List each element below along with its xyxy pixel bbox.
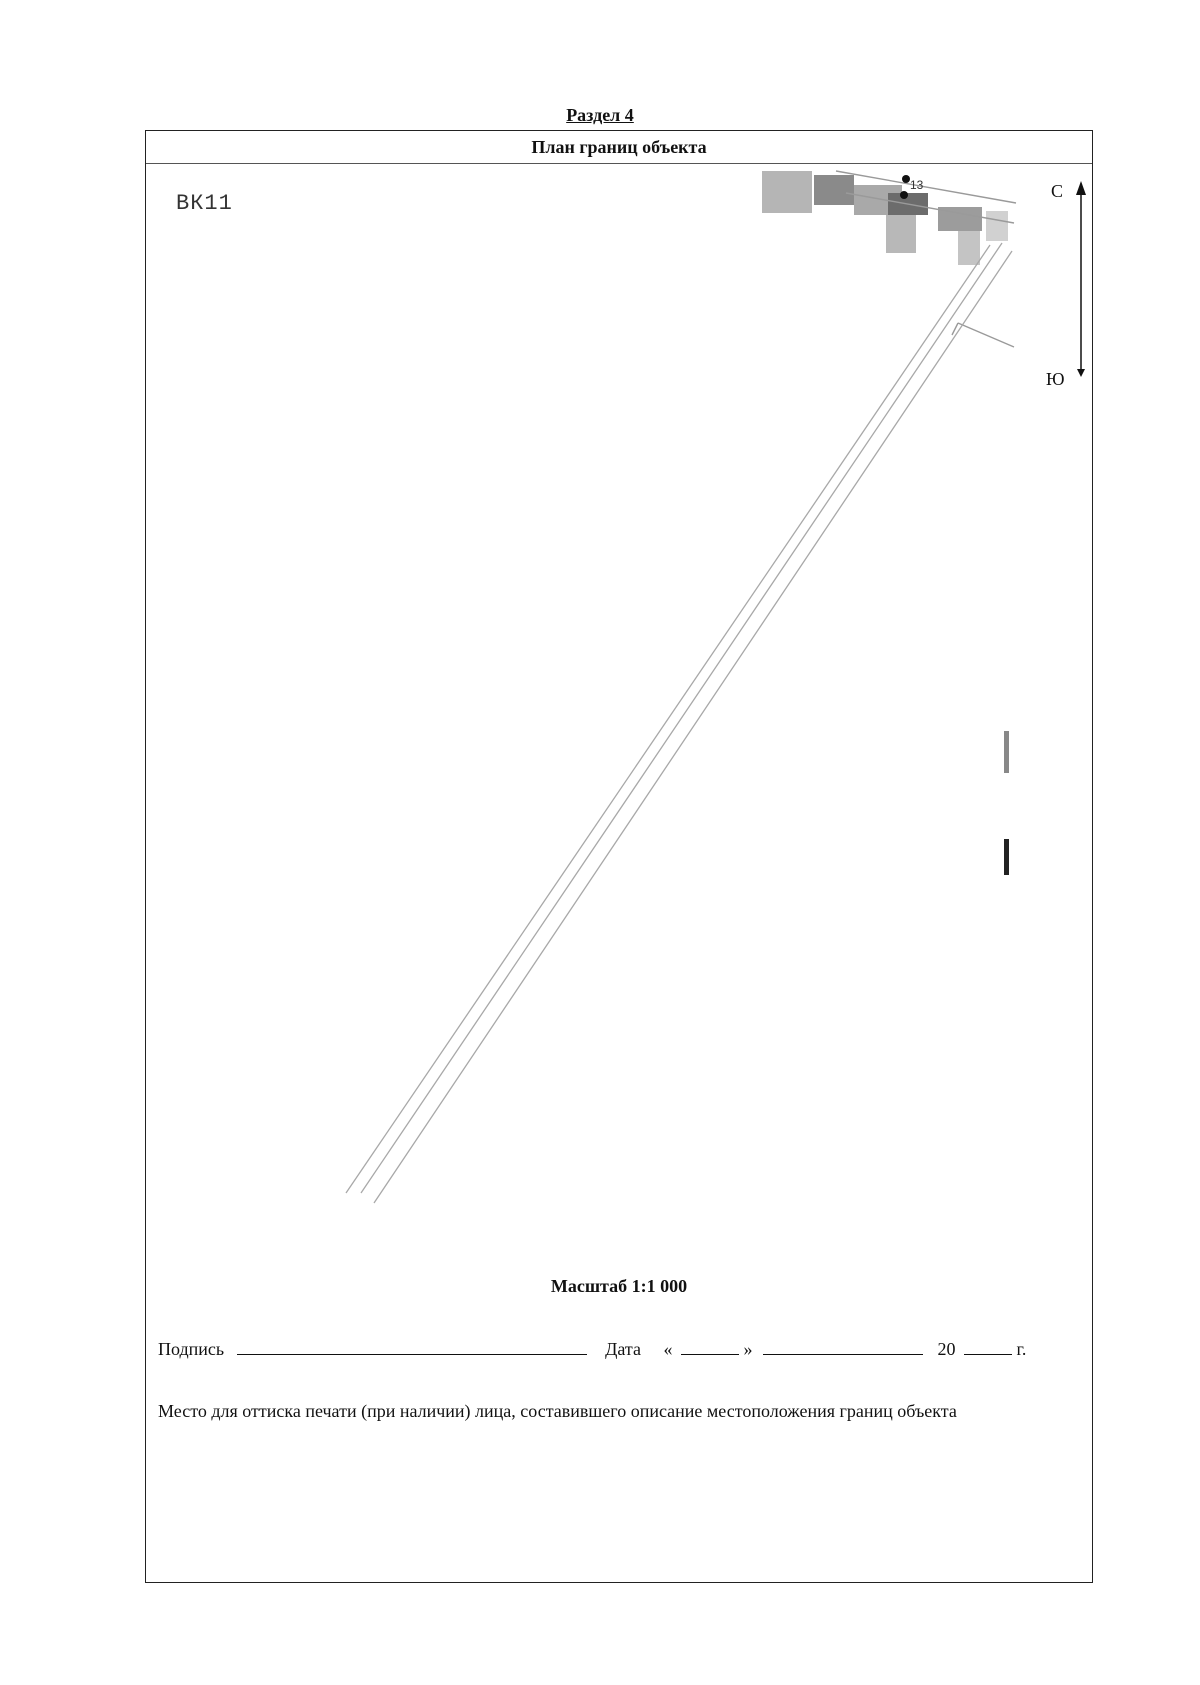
date-day-field[interactable] bbox=[681, 1336, 739, 1355]
date-month-field[interactable] bbox=[763, 1336, 923, 1355]
south-label: Ю bbox=[1046, 369, 1065, 389]
scale-label: Масштаб 1:1 000 bbox=[550, 1276, 688, 1296]
section-title: Раздел 4 bbox=[566, 105, 634, 125]
boundary-strip bbox=[346, 243, 1012, 1203]
edge-mark bbox=[1004, 731, 1009, 773]
year-prefix: 20 bbox=[937, 1339, 956, 1359]
building-blocks bbox=[762, 171, 1008, 265]
signature-label: Подпись bbox=[158, 1339, 225, 1359]
point-label: 13 bbox=[910, 178, 924, 192]
map-label: ВК11 bbox=[176, 191, 233, 216]
quote-close: » bbox=[743, 1339, 753, 1359]
plan-frame bbox=[145, 130, 1093, 1583]
signature-field[interactable] bbox=[237, 1336, 587, 1355]
plan-title: План границ объекта bbox=[146, 133, 1092, 164]
edge-mark bbox=[1004, 839, 1009, 875]
signature-row bbox=[158, 1336, 1026, 1360]
north-label: С bbox=[1051, 181, 1064, 201]
year-suffix: г. bbox=[1016, 1339, 1027, 1359]
quote-open: « bbox=[663, 1339, 673, 1359]
map-area bbox=[146, 163, 1092, 1243]
stamp-text: Место для оттиска печати (при наличии) лица, составившего описание местоположения границ объекта bbox=[158, 1401, 957, 1421]
date-year-field[interactable] bbox=[964, 1336, 1012, 1355]
date-label: Дата bbox=[605, 1339, 641, 1359]
boundary-map bbox=[146, 163, 1092, 1243]
north-arrow bbox=[1076, 181, 1086, 377]
